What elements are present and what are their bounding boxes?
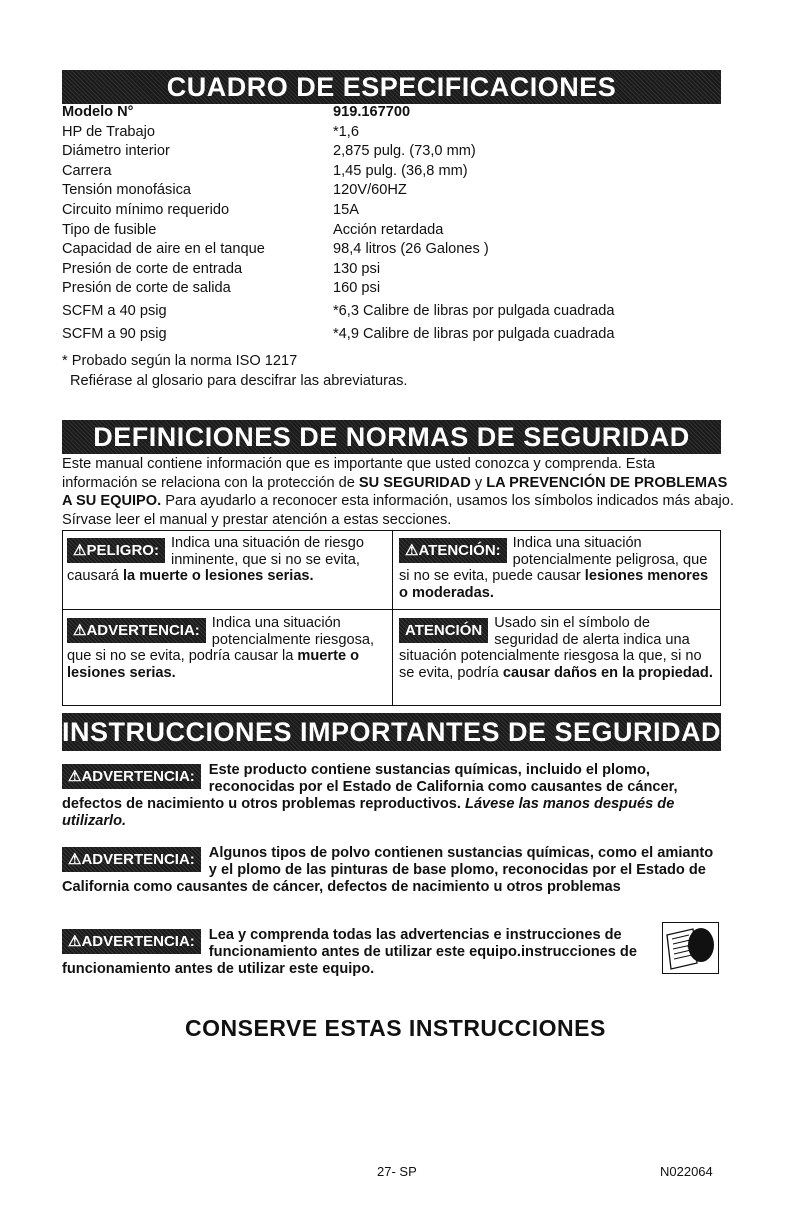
spec-label: Tensión monofásica xyxy=(62,182,191,199)
specs-table xyxy=(62,103,742,344)
specs-footnote xyxy=(62,352,407,391)
spec-row xyxy=(62,302,742,322)
spec-label: Circuito mínimo requerido xyxy=(62,201,230,218)
atencion-badge: ATENCIÓN xyxy=(399,618,488,643)
advertencia-badge: ⚠ADVERTENCIA: xyxy=(62,847,201,872)
warning-chemicals xyxy=(62,762,724,830)
spec-label: Presión de corte de salida xyxy=(62,280,231,297)
advertencia-badge: ⚠ADVERTENCIA: xyxy=(67,618,206,643)
intro-bold: LA PREVENCIÓN DE PROBLEMAS A SU EQUIPO. xyxy=(62,474,728,510)
intro-text: Este manual contiene información que es importante que usted conozca y comprenda. Esta información se relaciona con la protección de xyxy=(62,456,656,491)
warning-text: Algunos tipos de polvo contienen sustancias químicas, como el amianto y el plomo de las pinturas de base plomo, reconocidas por el Estado de California como causantes de cáncer, defectos de nacimiento u otros problemas xyxy=(62,845,714,895)
spec-row xyxy=(62,240,742,260)
warning-text: Este producto contiene sustancias químicas, incluido el plomo, reconocidas por el Estado de California como causantes de cáncer, defectos de nacimiento u otros problemas reproductivos. xyxy=(62,762,678,812)
spec-row xyxy=(62,123,742,143)
intro-bold: SU SEGURIDAD xyxy=(358,474,471,491)
spec-row xyxy=(62,221,742,241)
atencion-text: Usado sin el símbolo de seguridad de alerta indica una situación potencialmente riesgosa la que, si no se evita, podría xyxy=(399,615,702,681)
advertencia-cell xyxy=(67,615,385,681)
conserve-heading: CONSERVE ESTAS INSTRUCCIONES xyxy=(185,1015,606,1041)
safety-symbol-grid xyxy=(62,530,721,706)
advertencia-bold: muerte o lesiones serias. xyxy=(67,648,360,681)
footnote-iso: * Probado según la norma ISO 1217 xyxy=(62,353,298,369)
definitions-intro xyxy=(62,455,734,529)
spec-value: 1,45 pulg. (36,8 mm) xyxy=(333,162,468,179)
spec-value: *6,3 Calibre de libras por pulgada cuadrada xyxy=(333,302,615,319)
peligro-bold: la muerte o lesiones serias. xyxy=(122,568,314,585)
atencion-cell xyxy=(399,615,717,681)
spec-row xyxy=(62,181,742,201)
spec-label: Tipo de fusible xyxy=(62,221,157,238)
spec-label: Modelo N° xyxy=(62,104,134,120)
spec-row xyxy=(62,201,742,221)
intro-text: y xyxy=(470,474,487,491)
grid-divider xyxy=(63,609,720,610)
spec-value: 15A xyxy=(333,201,359,218)
spec-label: SCFM a 90 psig xyxy=(62,325,167,342)
read-manual-icon-graphic xyxy=(663,923,717,972)
intro-text: Para ayudarlo a reconocer esta información, usamos los símbolos indicados más abajo. Sírvase leer el manual y prestar atención a estas secciones. xyxy=(62,493,734,528)
peligro-badge: ⚠PELIGRO: xyxy=(67,538,165,563)
spec-label: Carrera xyxy=(62,162,112,179)
advertencia-text: Indica una situación potencialmente riesgosa, que si no se evita, podría causar la xyxy=(67,615,375,665)
spec-label: Presión de corte de entrada xyxy=(62,260,243,277)
document-code: N022064 xyxy=(660,1164,713,1179)
spec-value: 2,875 pulg. (73,0 mm) xyxy=(333,143,476,160)
grid-divider xyxy=(392,531,393,705)
atencion-symbol-text: Indica una situación potencialmente peligrosa, que si no se evita, puede causar xyxy=(399,535,708,585)
atencion-symbol-bold: lesiones menores o moderadas. xyxy=(399,568,709,601)
spec-label: Diámetro interior xyxy=(62,143,170,160)
advertencia-badge: ⚠ADVERTENCIA: xyxy=(62,764,201,789)
footnote-glossary: Refiérase al glosario para descifrar las abreviaturas. xyxy=(70,372,408,389)
warning-text: Lea y comprenda todas las advertencias e instrucciones de funcionamiento antes de utilizar este equipo.instrucciones de funcionamiento antes de utilizar este equipo. xyxy=(62,927,637,977)
definitions-banner: DEFINICIONES DE NORMAS DE SEGURIDAD xyxy=(62,420,721,454)
spec-value: *1,6 xyxy=(333,123,359,140)
warning-read-manual xyxy=(62,927,647,978)
atencion-symbol-cell xyxy=(399,535,717,601)
spec-value: *4,9 Calibre de libras por pulgada cuadrada xyxy=(333,325,615,342)
peligro-text: Indica una situación de riesgo inminente, que si no se evita, causará xyxy=(67,535,365,585)
spec-row xyxy=(62,279,742,299)
spec-label: HP de Trabajo xyxy=(62,123,156,140)
spec-label: SCFM a 40 psig xyxy=(62,302,167,319)
warning-italic: Lávese las manos después de utilizarlo. xyxy=(62,796,675,829)
advertencia-badge: ⚠ADVERTENCIA: xyxy=(62,929,201,954)
spec-value: 98,4 litros (26 Galones ) xyxy=(333,241,489,258)
instructions-banner: INSTRUCCIONES IMPORTANTES DE SEGURIDAD xyxy=(62,713,721,751)
spec-row xyxy=(62,162,742,182)
atencion-bold: causar daños en la propiedad. xyxy=(502,664,713,681)
spec-value: 919.167700 xyxy=(333,104,411,120)
specs-banner: CUADRO DE ESPECIFICACIONES xyxy=(62,70,721,104)
atencion-symbol-badge: ⚠ATENCIÓN: xyxy=(399,538,507,563)
spec-row xyxy=(62,325,742,345)
spec-label: Capacidad de aire en el tanque xyxy=(62,241,265,258)
spec-value: 120V/60HZ xyxy=(333,182,407,199)
spec-value: 160 psi xyxy=(333,280,381,297)
page-number: 27- SP xyxy=(377,1164,417,1179)
spec-value: 130 psi xyxy=(333,260,381,277)
spec-row xyxy=(62,142,742,162)
warning-dust xyxy=(62,845,724,896)
peligro-cell xyxy=(67,535,385,585)
spec-row xyxy=(62,260,742,280)
read-manual-icon xyxy=(662,922,719,974)
spec-value: Acción retardada xyxy=(333,221,444,238)
spec-row xyxy=(62,103,742,123)
